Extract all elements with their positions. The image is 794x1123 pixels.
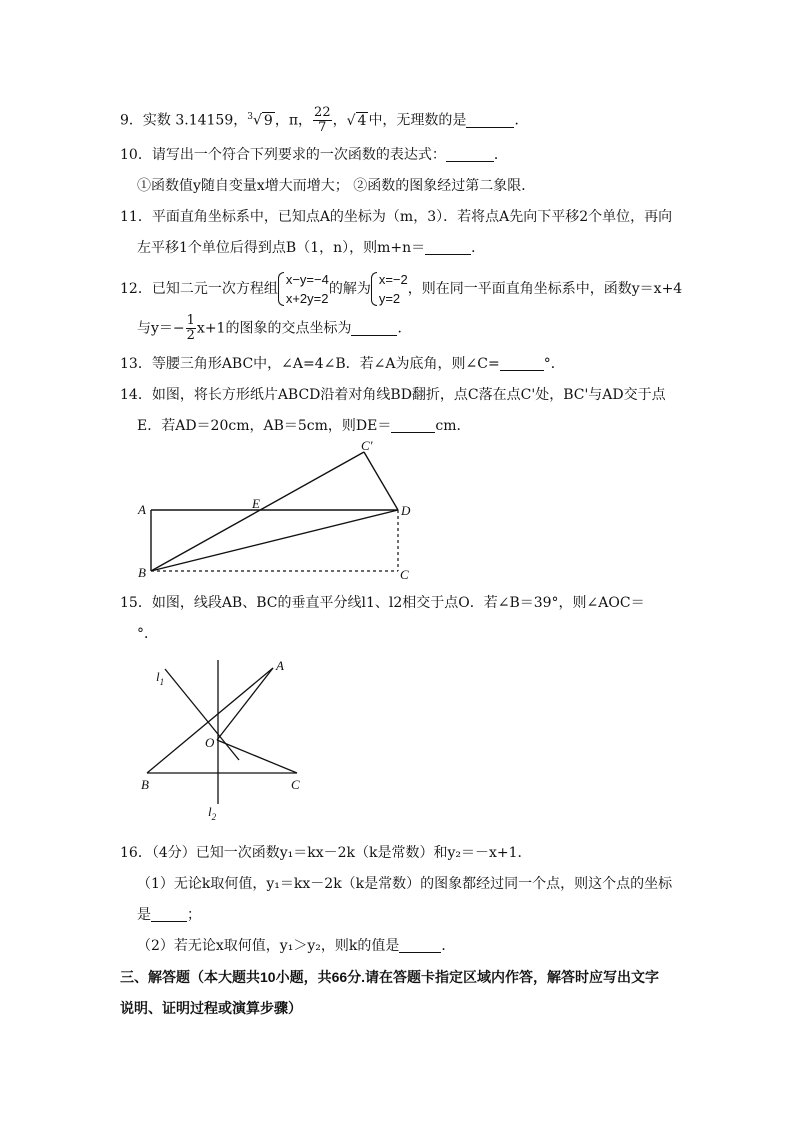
question-14-line1: 14．如图，将长方形纸片ABCD沿着对角线BD翻折，点C落在点C'处，BC'与AD交于点 — [120, 387, 666, 403]
question-13: 13．等腰三角形ABC中，∠A=4∠B．若∠A为底角，则∠C= °． — [120, 356, 565, 372]
label-B: B — [141, 777, 149, 792]
fraction-22-7: $\frac{22}{7}$ — [314, 105, 331, 135]
question-12-line2: 与y＝− $\frac{1}{2}$ x+1的图象的交点坐标为 ． — [137, 313, 412, 343]
section-3-heading: 三、解答题（本大题共10小题，共66分.请在答题卡指定区域内作答，解答时应写出文字 — [120, 969, 660, 985]
question-9: 9．实数 3.14159，$^3$√ 9 ，π， $\frac{22}{7}$ ，√ 4 中，无理数的是 ． — [120, 105, 529, 135]
square-root: √ 4 — [346, 112, 367, 129]
section-3-heading-line2: 说明、证明过程或演算步骤） — [120, 1000, 302, 1016]
question-15-line2: °． — [137, 626, 158, 642]
label-l1: $l_1$ — [156, 669, 165, 687]
line-l1 — [165, 669, 239, 760]
question-16-part1-answer: 是 ； — [137, 907, 201, 923]
label-B: B — [138, 565, 146, 580]
segment-OC — [217, 740, 297, 773]
label-C: C — [291, 777, 300, 792]
segment-BD — [151, 510, 398, 571]
answer-blank[interactable] — [446, 147, 494, 162]
label-D: D — [401, 503, 411, 518]
q9-text: 9．实数 3.14159， — [120, 112, 248, 129]
fraction-1-2: $\frac{1}{2}$ — [186, 313, 195, 343]
equation-system: x−y=−4 x+2y=2 — [278, 270, 329, 308]
segment-CprimeD — [364, 452, 398, 510]
question-16-part2: （2）若无论x取何值，y₁＞y₂，则k的值是 ． — [137, 938, 456, 954]
label-A: A — [138, 502, 146, 517]
question-11-line1: 11．平面直角坐标系中，已知点A的坐标为（m，3）．若将点A先向下平移2个单位，再向 — [120, 209, 673, 225]
answer-blank[interactable] — [500, 356, 544, 371]
label-A: A — [276, 658, 284, 673]
label-C: C — [400, 567, 409, 582]
answer-blank[interactable] — [151, 907, 187, 922]
segment-AB — [147, 668, 273, 773]
segment-OA — [217, 668, 273, 740]
question-16-part1: （1）无论k取何值，y₁＝kx－2k（k是常数）的图象都经过同一个点，则这个点的坐标 — [137, 876, 673, 892]
segment-BCprime — [151, 452, 364, 571]
label-E: E — [252, 496, 260, 511]
label-Cprime: C' — [361, 438, 373, 453]
label-O: O — [205, 735, 215, 750]
figure-q14 — [130, 436, 430, 586]
answer-blank[interactable] — [399, 938, 441, 953]
label-l2: $l_2$ — [208, 804, 217, 822]
question-10-conditions: ①函数值y随自变量x增大而增大； ②函数的图象经过第二象限． — [137, 178, 536, 194]
answer-blank[interactable] — [351, 321, 397, 336]
answer-blank[interactable] — [425, 240, 471, 255]
question-12-line1: 12．已知二元一次方程组 x−y=−4 x+2y=2 的解为 x=−2 y=2 ，则在同一平面直角坐标系中，函数y＝x+4 — [120, 272, 683, 306]
question-14-line2: E．若AD＝20cm，AB＝5cm，则DE＝ cm． — [137, 418, 471, 434]
question-15-line1: 15．如图，线段AB、BC的垂直平分线l1、l2相交于点O．若∠B＝39°，则∠AOC＝ — [120, 595, 645, 611]
answer-blank[interactable] — [466, 113, 514, 128]
answer-blank[interactable] — [391, 418, 435, 433]
question-11-line2: 左平移1个单位后得到点B（1，n），则m+n＝ ． — [137, 240, 486, 256]
question-16-line1: 16．（4分）已知一次函数y₁＝kx－2k（k是常数）和y₂＝－x+1． — [120, 845, 532, 861]
figure-q15 — [135, 652, 315, 832]
cube-root: $^3$√ 9 — [247, 111, 273, 129]
solution-system: x=−2 y=2 — [371, 270, 408, 308]
question-10: 10．请写出一个符合下列要求的一次函数的表达式： ． — [120, 147, 508, 163]
